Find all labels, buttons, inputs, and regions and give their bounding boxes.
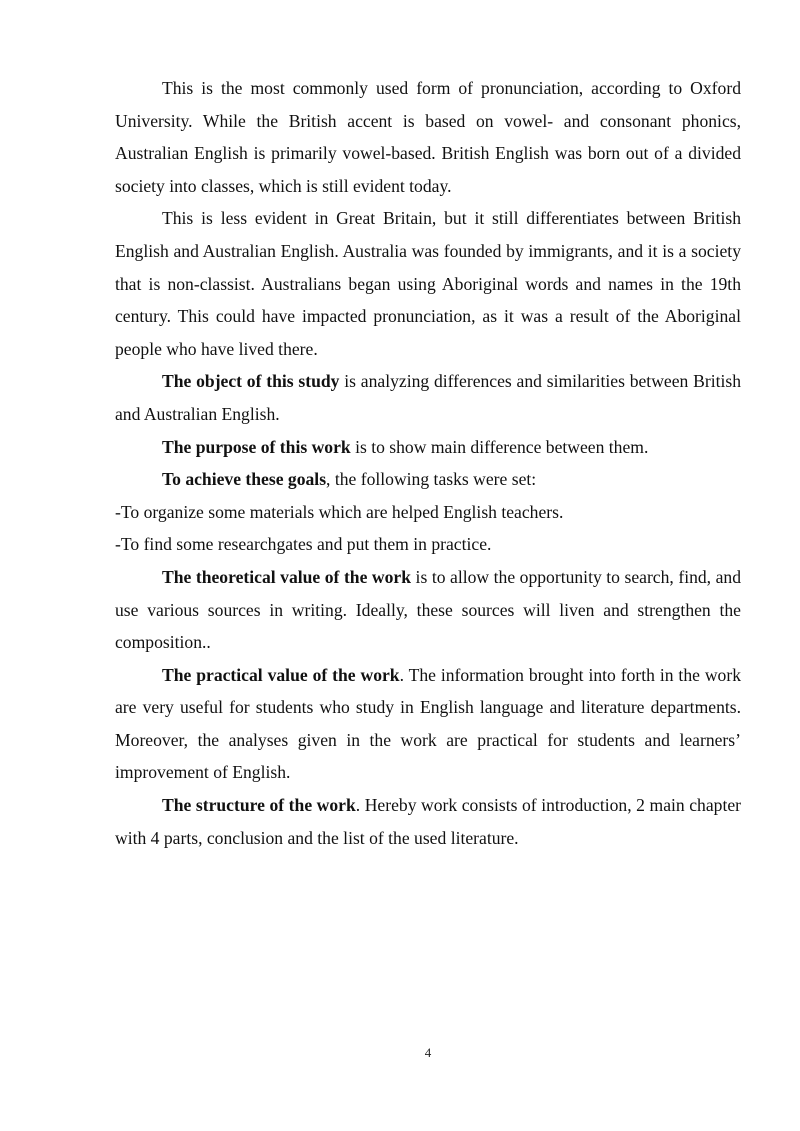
goals-heading: To achieve these goals xyxy=(162,469,327,490)
purpose-heading: The purpose of this work xyxy=(162,436,351,457)
paragraph-theoretical-value xyxy=(115,561,741,659)
practical-text: . The information brought into forth in the work are very useful for students who study in English language and literature departments. Moreover, the analyses given in the work are practical for students and learners’ improvement of English. xyxy=(115,664,741,783)
page-number: 4 xyxy=(424,1045,432,1060)
practical-heading: The practical value of the work xyxy=(162,664,400,685)
object-heading: The object of this study xyxy=(162,371,340,392)
paragraph-great-britain: This is less evident in Great Britain, but it still differentiates between British English and Australian English. Australia was founded by immigrants, and it is a society that is non-classist. Australians began using Aboriginal words and names in the 19th century. This could have impacted pronunciation, as it was a result of the Aboriginal people who have lived there. xyxy=(115,208,741,359)
body-text xyxy=(115,72,741,854)
paragraph-purpose xyxy=(115,431,741,464)
object-text: is analyzing differences and similarities between British and Australian English. xyxy=(115,371,741,424)
purpose-text: is to show main difference between them. xyxy=(350,436,649,457)
structure-text: . Hereby work consists of introduction, 2 main chapter with 4 parts, conclusion and the list of the used literature. xyxy=(115,795,741,848)
task-item: -To organize some materials which are helped English teachers. xyxy=(115,501,564,522)
task-item: -To find some researchgates and put them in practice. xyxy=(115,534,492,555)
paragraph-goals xyxy=(115,463,741,496)
goals-text: , the following tasks were set: xyxy=(326,469,537,490)
theoretical-text: is to allow the opportunity to search, find, and use various sources in writing. Ideally, these sources will liven and strengthen the composition.. xyxy=(115,566,741,653)
paragraph-practical-value xyxy=(115,659,741,789)
structure-heading: The structure of the work xyxy=(162,795,356,816)
theoretical-heading: The theoretical value of the work xyxy=(162,566,412,587)
paragraph-structure xyxy=(115,789,741,854)
paragraph-pronunciation: This is the most commonly used form of pronunciation, according to Oxford University. While the British accent is based on vowel- and consonant phonics, Australian English is primarily vowel-based. British English was born out of a divided society into classes, which is still evident today. xyxy=(115,78,741,196)
paragraph-object xyxy=(115,365,741,430)
